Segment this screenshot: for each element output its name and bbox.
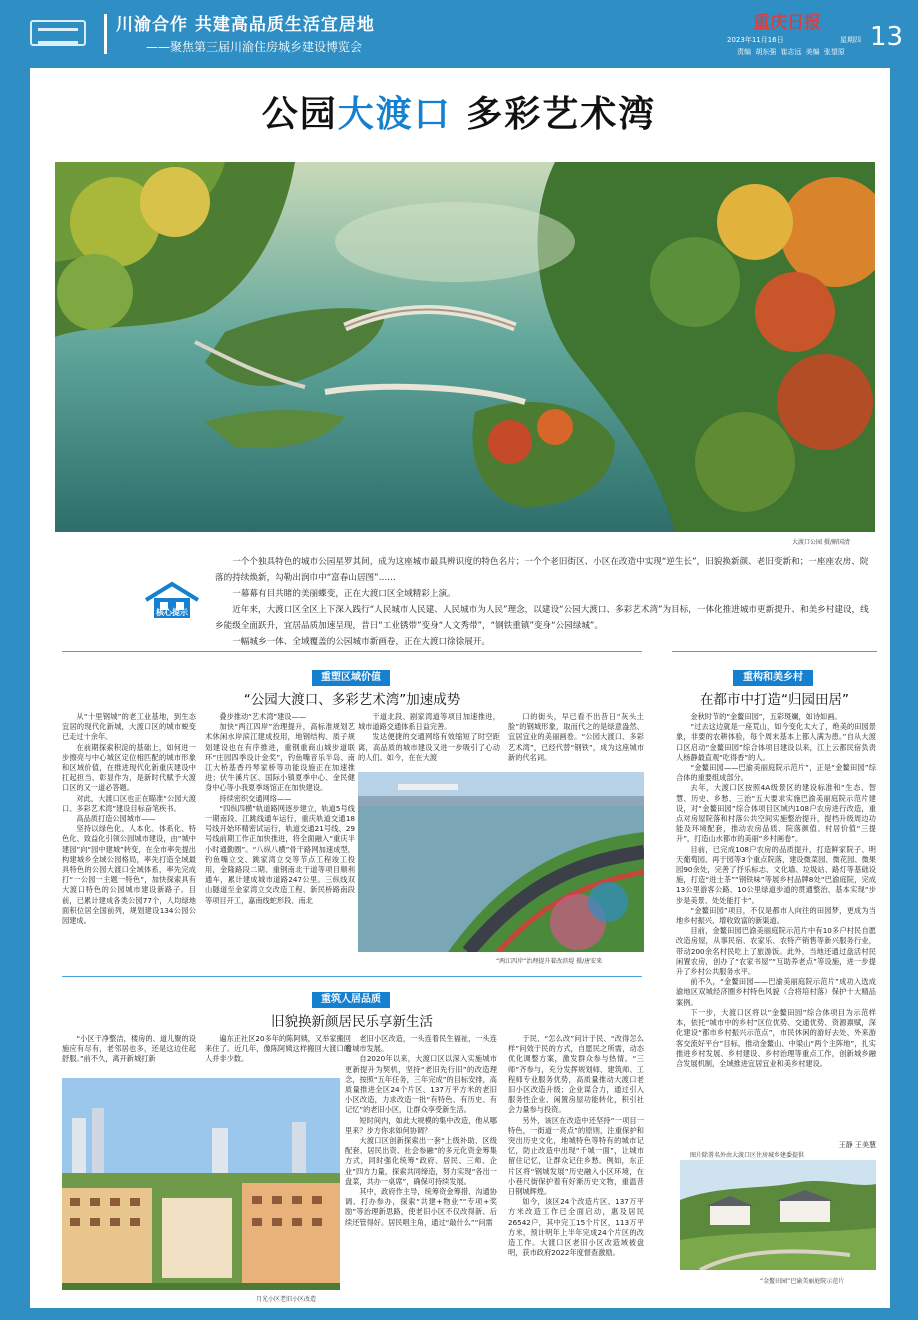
- section2-heading: 在都市中打造“归园田居”: [700, 692, 849, 708]
- body-paragraph: 叠步推动“艺术湾”建设——: [219, 712, 306, 721]
- headline-highlight: 大渡口: [337, 94, 452, 135]
- section1-heading: “公园大渡口、多彩艺术湾”加速成势: [243, 692, 461, 708]
- section3-column-3: [345, 1034, 497, 1288]
- body-paragraph: 于民、“怎么改”问计于民、“改得怎么样”问效于民的方式，自愿民之所需，动态优化调整方案，激发群众参与热情。“三师”齐参与，充分发挥规划师、建筑师、工程师专业服务优势，高质量推动大渡口老旧小区改造升级；企业谋合力，通过引入服务性企业、闲置房屋功能转化，积引社会力量参与投资。: [508, 1034, 644, 1115]
- community-photo: [62, 1078, 340, 1290]
- riverside-photo: [358, 772, 644, 952]
- column-title: 川渝合作 共建高品质生活宜居地: [116, 15, 375, 35]
- main-headline: [0, 86, 918, 137]
- body-paragraph: “四纵四横”轨道路网逐步建立，轨道5号线一期南段、江跳线通车运行，重庆轨道交通18号线开始环精密试运行，轨道交通21号线、29号线前期工作正加快推进，将全面融入“重庆半小时通勤圈”。“八纵八横”骨干路网加速成型，钓鱼嘴立交、跳家湾立交等节点工程竣工投用，金隆路段二期、重钢南北干道等项目顺利通车，累计建成城市道路247公里。三纵线双山隧道至金家湾立交改造工程、新民桥路南段等项目开工，嘉南线蛇形段、南北: [205, 803, 355, 905]
- section3-rule: [62, 976, 642, 977]
- body-paragraph: “金鳌田园——巴渝美丽庭院示范片”，正是“金鳌田园”综合体的重要组成部分。: [676, 763, 876, 783]
- body-paragraph: “过去这边就是一座荒山，如今变化太大了，绝美的田园景象，非要的农耕体验，每个周末基本上都人满为患。”自从大渡口区启动“金鳌田园”综合体项目建设以来，江上云都民宿负责人杨静最直观“吃得香”的人。: [676, 722, 876, 762]
- community-photo-caption: 月光小区老旧小区改造: [256, 1296, 317, 1303]
- body-paragraph: 干道北段、剧家湾道等项目加速推进，城市道路交通体系日益完善。: [358, 712, 500, 732]
- section3-column-1: [62, 1034, 196, 1074]
- section1-rule: [62, 651, 642, 652]
- body-paragraph: 另外，该区在改造中还坚持“一项目一特色，一街道一亮点”的原则，注重保护和突出历史文化，地城特色等特有的城市记忆，防止改造中出现“千城一面”，让城市留住记忆，让群众记住乡愁。例如，东正片区将“钢城发展”历史融入小区环境，在小巷尺街保护着有好渐历史文物，重温昔日钢城辉煌。: [508, 1115, 644, 1197]
- body-paragraph: 去年，大渡口区按照4A级景区的建设标准和“生态、智慧、历史、乡愁、三治”五大要求实施巴渝美丽庭院示范片建设，对“金鳌田园”综合体项目区域内108户农房进行改造，重点对房屋院落和村落公共空间实施整治提升，提档升级周边功能及环境配套，推动农房品质、院落颜值、村居价值“三提升”，打造山水都市的美丽“乡村画卷”。: [676, 783, 876, 844]
- masthead-divider: [104, 14, 107, 54]
- riverside-photo-caption: “两江四岸”治理提升着改滨堤 摄/唐安来: [496, 958, 603, 965]
- editors-line: 责编 胡东强 崔志远 美编 张望原: [737, 48, 845, 56]
- body-paragraph: 从“十里钢城”的老工业基地，到生态宜居的现代化新城，大渡口区的城市蜕变已走过十余年。: [62, 712, 196, 742]
- hero-photo: [55, 162, 875, 532]
- body-paragraph: 如今，该区24个改造片区、137万平方米改造工作已全面启动，惠及居民26542户，其中完工15个片区，113万平方米，预计明年上半年完成24个片区的改造工作。大渡口区老旧小区改造域被盘明，获市政府2022年度督查激励。: [508, 1197, 644, 1258]
- body-paragraph: 其中，政府作主导，统筹资金筹措、沟通协调、打办参办，探索“共建+物业”“专项+奖励”等治理新思路，使老旧小区不仅改得新、后续还管得好。居民唱主角，通过“敲什么”“问需: [345, 1187, 497, 1227]
- issue-weekday: 星期四: [840, 36, 861, 44]
- intro-paragraph: 近年来，大渡口区全区上下深入践行“人民城市人民建、人民城市为人民”理念，以建设“公园大渡口、多彩艺术湾”为目标，一体化推进城市更新提升、和美乡村建设，线乡能级全面跃升，宜居品质加速呈现，昔日“工业锈带”变身“人文秀带”，“钢铁重镇”变身“公园绿城”。: [215, 605, 869, 631]
- village-photo: [680, 1160, 876, 1270]
- intro-paragraph: 一幅城乡一体、全域覆盖的公园城市新画卷，正在大渡口徐徐展开。: [232, 637, 491, 647]
- section2-rule: [672, 651, 877, 652]
- body-paragraph: 加快“两江四岸”治理提升，高标准规划艺术休闲水岸滨江建成投用，地钢结构、质子规划建设也在有序推进，重钢重商山城步道联环“庄园四季设计金奖”，钓鱼嘴音乐半岛、南江大桥基香丹琴家桥等功能设施正在加速推进；伏牛溪片区、国际小镇夏季中心、金民健身中心等小我夏季场馆正在加快建设。: [205, 722, 355, 793]
- photo-credit-note: 图片除署名外由大渡口区住房城乡建委提供: [690, 1152, 805, 1159]
- intro-paragraph: 一幕幕有目共睹的美丽蝶变，正在大渡口区全域精彩上演。: [232, 589, 456, 599]
- village-photo-caption: “金鳌田园”巴渝美丽庭院示范片: [760, 1278, 845, 1285]
- body-paragraph: 遍东正社区20多年的陈阿姨，又举家搬回来住了。近几年，像陈阿姨这样搬回大渡口的人并非少数。: [205, 1034, 351, 1064]
- headline-part1: 公园: [261, 94, 338, 135]
- intro-paragraph: 一个个独具特色的城市公园星罗其间，成为这座城市最具辨识度的特色名片；一个个老旧街区、小区在改造中实现“逆生长”，旧貌换新颜、老旧变新和；一座座农房、院落的持续焕新，勾勒出润巾中“富春山居图”……: [215, 557, 869, 583]
- section1-column-4: [508, 712, 644, 770]
- hero-caption: 大渡口公园 摄/解国清: [792, 539, 850, 546]
- body-paragraph: 在前期探索积淀的基础上，如何进一步擦亮与中心城区定位相匹配的城市形象和区域价值，在推进现代化新重庆建设中扛起担当、彰显作为，是新时代赋予大渡口区的又一道必答题。: [62, 742, 196, 793]
- core-tip-badge: 核心提示: [156, 608, 188, 617]
- body-paragraph: 口的街头，早已看不出昔日“灰头土脸”的钢城形象，取而代之的是绿意盎然、宜居宜业的美丽画卷。“公园大渡口、多彩艺术湾”，已经代替“钢铁”，成为这座城市新的代名词。: [508, 712, 644, 762]
- body-paragraph: “金鳌田园”项目，不仅是都市人向往的田园梦，更成为当地乡村振兴、增收致富的新渠道。: [676, 905, 876, 926]
- body-paragraph: 目前，金鳌田园巴渝美丽庭院示范片中有10多户村民自愿改造房屋，从事民宿、农家乐、农特产销售等新兴服务行业，带动200余名村民吃上了旅游饭。此外，当地还通过盘活村民闲置农房，创办了“农家书屋”“互助养老点”等设施，进一步提升了乡村公共服务水平。: [676, 926, 876, 977]
- section3-label: 重筑人居品质: [312, 992, 390, 1008]
- headline-gap: [452, 94, 467, 135]
- column-subtitle: ——聚焦第三届川渝住房城乡建设博览会: [146, 40, 363, 54]
- section2-body: [676, 712, 876, 1122]
- issue-date: 2023年11月16日: [727, 36, 784, 44]
- body-paragraph: 自2020年以来，大渡口区以深入实施城市更新提升为契机，坚持“老旧先行旧”的改造理念，按照“五年任务，三年完成”的目标安排，高质量推进全区24个片区、137万平方米的老旧小区改造，力求改造一批“有特色、有历史、有记忆”的老旧小区，让群众享受新生活。: [345, 1054, 497, 1115]
- body-paragraph: 老旧小区改造，一头连着民生福祉，一头连着城市发展。: [345, 1034, 497, 1054]
- body-paragraph: 发达便捷的交通网络有效缩短了时空距离，高品质的城市建设又进一步吸引了心动的人们。如今，在在大渡: [358, 732, 500, 762]
- page-number: 13: [870, 22, 904, 52]
- body-paragraph: 高品质打造公园城市——: [76, 814, 156, 824]
- section2-label: 重构和美乡村: [733, 670, 813, 686]
- section1-column-3: [358, 712, 500, 770]
- body-paragraph: “小区干净整洁，楼房的、道儿聚的设施应有尽有，老邻居也多，还是这边住起舒服。”前不久，离开新城打新: [62, 1034, 196, 1064]
- section1-column-2: [205, 712, 355, 974]
- body-paragraph: 前不久，“金鳌田园——巴渝美丽庭院示范片”成功入选成渝地区双城经济圈乡村特色风貌（合将培村落）保护十大精品案例。: [676, 977, 876, 1007]
- body-paragraph: 大渡口区创新探索出一套“上级补助、区级配套、居民出资、社会参融”的多元化资金筹集方式，同时强化统筹“政府、居民、三师、企业”四方力量，探索共同缔造，努力实现“各出一盘菜，共办一桌席”，确保可持续发展。: [345, 1136, 497, 1186]
- section1-column-1: [62, 712, 196, 974]
- newspaper-name: 重庆日报: [753, 13, 821, 33]
- body-paragraph: 目前，已完成108户农房的品质提升，打造鲜家院子、明天葡萄园、再于园等3个重点院落，建设微菜园、微花园、微果园90余处，完善了抒乐标志、文化墙、垃圾站、路灯等基础设施，打造“进士茶”“钢铁味”等展乡村品牌8处“巴渝庭院，完成13公里游客公路、10公里绿道步道的贯通整治，基本实现“步步是美景、处处能打卡”。: [676, 844, 876, 905]
- section3-column-4: [508, 1034, 644, 1288]
- headline-part2: 多彩艺术湾: [466, 94, 657, 135]
- author-signature: 王静 王美慧: [838, 1141, 876, 1149]
- section1-label: 重塑区域价值: [312, 670, 390, 686]
- body-paragraph: 金秋时节的“金鳌田园”，五彩斑斓，如诗如画。: [690, 712, 842, 721]
- body-paragraph: 短时间内，如此大规模的集中改造，他从哪里来？步方你求如何协调？: [345, 1115, 497, 1135]
- body-paragraph: 对此，大渡口区也正在瞄准“公园大渡口、多彩艺术湾”建设目标奋笔疾书。: [62, 793, 196, 813]
- body-paragraph: 坚持以绿色化、人本化、体系化、特色化、致益化引领公园城市建设，由“城中建园”向“园中建城”转变，在全市率先提出构建城乡全域公园格局，率先打造全域最具特色的公园大渡口全域体系，率先完成打“一公园一主题一特色”，加快探索具有大渡口特色的公园城市建设新路子。目前，已累计建成各类公园77个，人均绿地面积位居全国前列，规划建设134公园公园建成。: [62, 824, 196, 926]
- column-logo-icon: [30, 20, 86, 46]
- section3-heading: 旧貌换新颜居民乐享新生活: [271, 1014, 433, 1030]
- park-lake-illustration: [55, 162, 875, 532]
- body-paragraph: 下一步，大渡口区将以“金鳌田园”综合体项目为示范样本，依托“城市中的乡村”区位优势、交通优势、资源禀赋，深化建设“都市乡村振兴示范点”，市民休闲的游好去处、外来游客交流好平台”目标，推动金鳌山、中梁山“两个主阵地”，扎实推进乡村发展、乡村建设、乡村治理等重点工作，创新城乡融合发展机制，全域推进宜居宜业和美乡村建设。: [676, 1007, 876, 1068]
- body-paragraph: 持续密织交通网络——: [219, 793, 292, 803]
- intro-text: [215, 554, 875, 650]
- section3-column-2: [205, 1034, 351, 1074]
